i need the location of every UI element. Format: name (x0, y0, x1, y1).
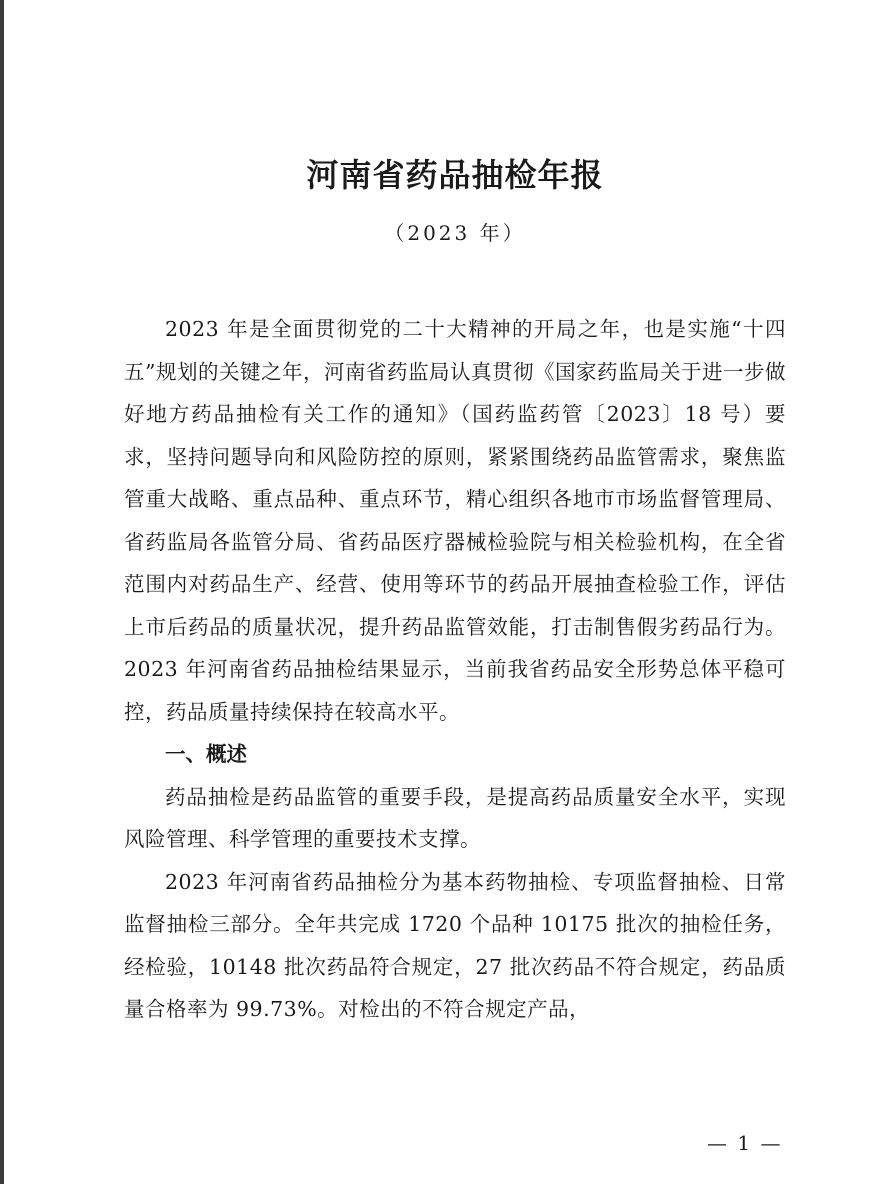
document-body (124, 308, 786, 1031)
section-heading-overview: 一、概述 (165, 742, 247, 766)
document-title: 河南省药品抽检年报 (306, 156, 604, 194)
page-left-border (0, 0, 4, 1184)
overview-paragraph-1: 药品抽检是药品监管的重要手段，是提高药品质量安全水平，实现风险管理、科学管理的重要技术支撑。 (124, 784, 786, 851)
page-number: — 1 — (707, 1131, 783, 1155)
overview-paragraph-2: 2023 年河南省药品抽检分为基本药物抽检、专项监督抽检、日常监督抽检三部分。全年共完成 1720 个品种 10175 批次的抽检任务，经检验，10148 批次药品符合规定，27 批次药品不符合规定，药品质量合格率为 99.73%。对检出的不符合规定产品， (124, 869, 786, 1021)
document-subtitle: （2023 年） (384, 221, 526, 245)
intro-paragraph: 2023 年是全面贯彻党的二十大精神的开局之年，也是实施“十四五”规划的关键之年，河南省药监局认真贯彻《国家药监局关于进一步做好地方药品抽检有关工作的通知》（国药监药管〔2023〕18 号）要求，坚持问题导向和风险防控的原则，紧紧围绕药品监管需求，聚焦监管重大战略、重点品种、重点环节，精心组织各地市市场监督管理局、省药监局各监管分局、省药品医疗器械检验院与相关检验机构，在全省范围内对药品生产、经营、使用等环节的药品开展抽查检验工作，评估上市后药品的质量状况，提升药品监管效能，打击制售假劣药品行为。2023 年河南省药品抽检结果显示，当前我省药品安全形势总体平稳可控，药品质量持续保持在较高水平。 (124, 317, 786, 724)
